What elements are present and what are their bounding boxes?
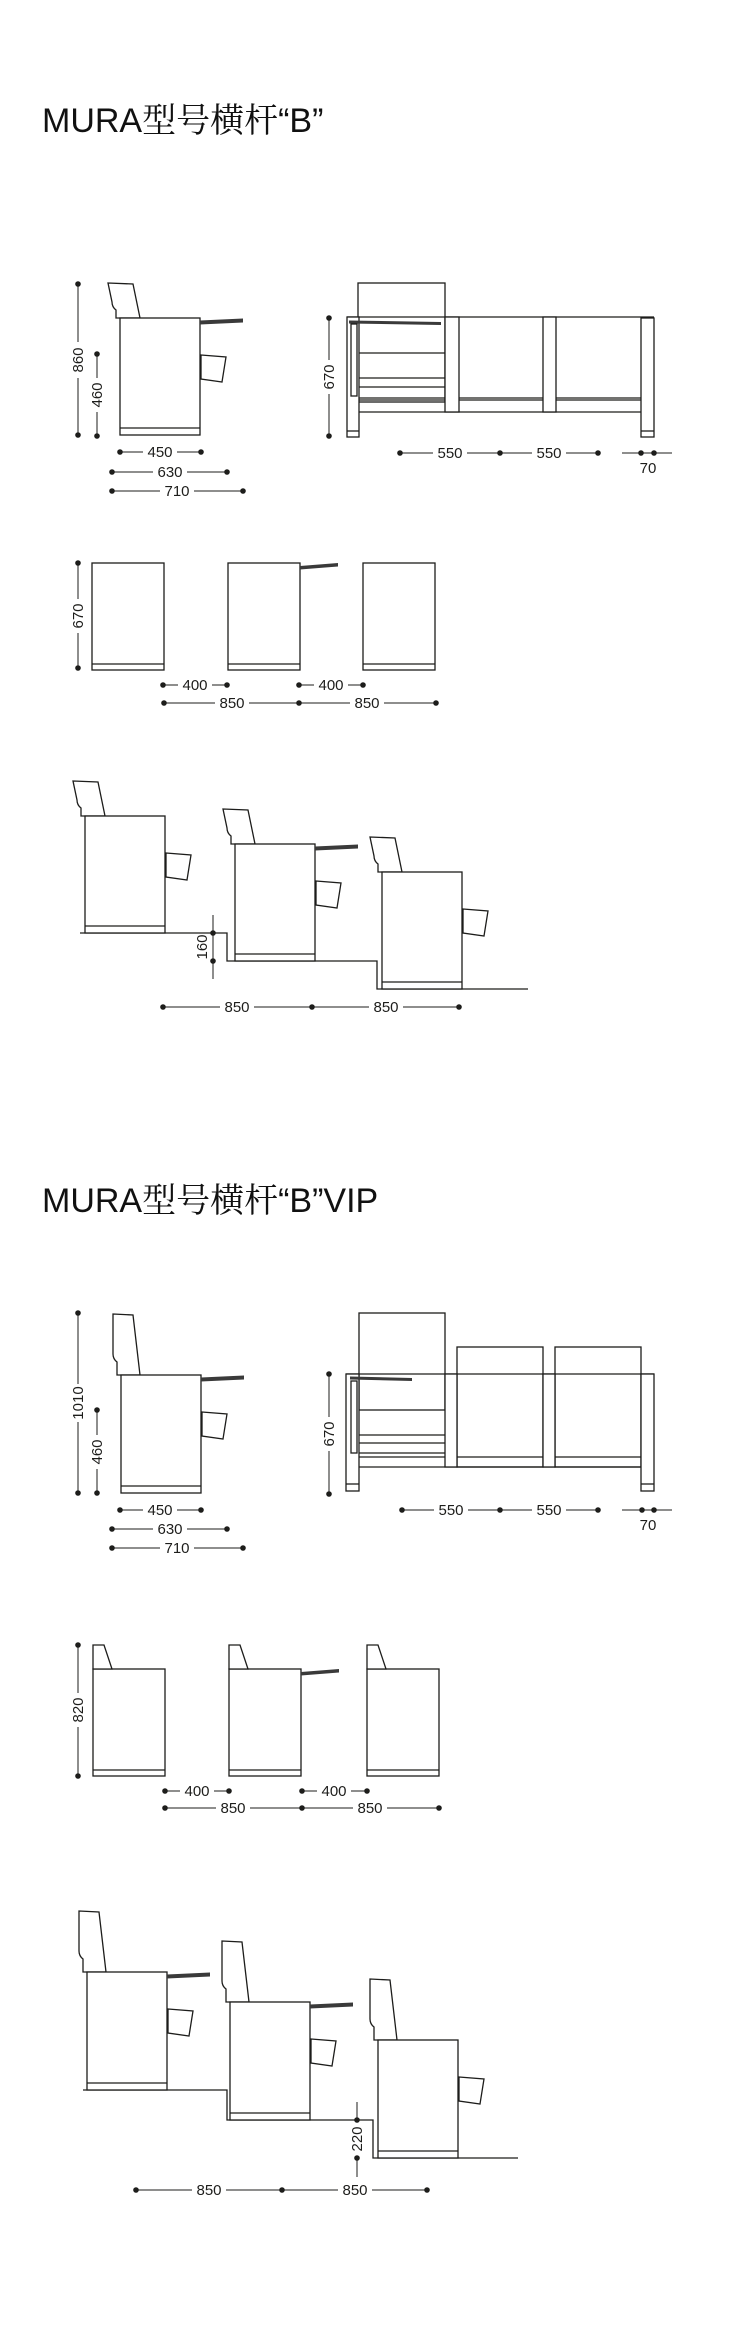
dim-label-pitch-1: 850 <box>224 999 250 1016</box>
dim-label-seat-width-2: 550 <box>536 1502 562 1519</box>
dim-seat-width-2 <box>500 1502 601 1519</box>
seat-back <box>555 1347 641 1467</box>
dim-label-gap-2: 400 <box>318 677 344 694</box>
step-view <box>79 1911 518 2199</box>
dim-riser <box>349 2102 366 2177</box>
front-view <box>321 283 672 477</box>
seat-side <box>370 837 488 989</box>
end-post-right <box>641 1374 654 1491</box>
row-view <box>70 1642 442 1817</box>
dim-height <box>70 560 87 671</box>
seat-back-raised <box>359 1313 445 1410</box>
dim-label-seat-width-2: 550 <box>536 445 562 462</box>
section-standard <box>42 102 672 1016</box>
dim-seat-width-1 <box>397 445 503 462</box>
dim-end-width <box>622 450 672 477</box>
dim-height <box>321 1371 338 1497</box>
dim-height <box>321 315 338 439</box>
folded-seat <box>93 1645 165 1776</box>
seat-side <box>370 1979 484 2158</box>
dim-label-total-depth: 710 <box>164 1540 190 1557</box>
dim-pitch-2 <box>282 2182 430 2199</box>
dim-total-height <box>70 1310 87 1496</box>
dim-total-depth <box>109 483 246 500</box>
folded-seat <box>367 1645 439 1776</box>
side-view <box>70 281 246 500</box>
dim-riser <box>194 915 216 979</box>
mid-post <box>445 317 459 412</box>
dim-label-end-width: 70 <box>639 460 657 477</box>
seat-side <box>113 1314 244 1493</box>
section-vip <box>42 1182 672 2199</box>
dim-label-depth-with-tablet: 630 <box>157 464 183 481</box>
side-view <box>70 1310 246 1557</box>
seat-side-with-tablet <box>79 1911 210 2090</box>
seat-back <box>457 1347 543 1467</box>
dim-label-total-depth: 710 <box>164 483 190 500</box>
mid-post <box>445 1374 457 1467</box>
tablet-support <box>351 324 357 396</box>
dim-gap-1 <box>162 1783 232 1800</box>
dim-label-pitch-2: 850 <box>354 695 380 712</box>
dim-label-gap-1: 400 <box>184 1783 210 1800</box>
dim-label-seat-depth: 450 <box>147 444 173 461</box>
dim-label-pitch-1: 850 <box>220 1800 246 1817</box>
dim-gap-1 <box>160 677 230 694</box>
dim-seat-width-1 <box>399 1502 503 1519</box>
dim-pitch-1 <box>133 2182 285 2199</box>
dim-label-height: 670 <box>70 603 87 629</box>
dim-gap-2 <box>299 1783 370 1800</box>
folded-seat-with-tablet <box>229 1645 339 1776</box>
folded-seat <box>92 563 164 670</box>
dim-label-pitch-1: 850 <box>196 2182 222 2199</box>
dim-seat-height <box>89 351 106 439</box>
dim-pitch-1 <box>162 1800 305 1817</box>
dim-label-pitch-1: 850 <box>219 695 245 712</box>
dim-height <box>70 1642 87 1779</box>
folded-seat-with-tablet <box>228 563 338 670</box>
section-title: MURA型号横杆“B”VIP <box>42 1182 379 1220</box>
dim-label-total-height: 860 <box>70 347 87 373</box>
section-title: MURA型号横杆“B” <box>42 102 324 140</box>
dim-label-seat-height: 460 <box>89 1439 106 1465</box>
dim-label-gap-2: 400 <box>321 1783 347 1800</box>
dim-seat-depth <box>117 444 204 461</box>
tablet-support <box>351 1381 357 1453</box>
dim-label-pitch-2: 850 <box>357 1800 383 1817</box>
dim-label-total-height: 1010 <box>70 1386 87 1420</box>
front-view <box>321 1313 672 1534</box>
dim-seat-depth <box>117 1502 204 1519</box>
dim-label-riser: 220 <box>349 2126 366 2152</box>
dim-label-height: 670 <box>321 1421 338 1447</box>
dim-label-riser: 160 <box>194 934 211 960</box>
dim-pitch-1 <box>160 999 315 1016</box>
dim-label-depth-with-tablet: 630 <box>157 1521 183 1538</box>
dim-total-depth <box>109 1540 246 1557</box>
mid-post <box>543 1374 555 1467</box>
end-post-right <box>641 318 654 437</box>
dim-label-end-width: 70 <box>639 1517 657 1534</box>
dim-label-height: 670 <box>321 364 338 390</box>
dim-gap-2 <box>296 677 366 694</box>
dim-seat-height <box>89 1407 106 1496</box>
dim-label-seat-width-1: 550 <box>438 1502 464 1519</box>
dim-label-seat-width-1: 550 <box>437 445 463 462</box>
dim-total-height <box>70 281 87 438</box>
step-view <box>73 781 528 1016</box>
dim-pitch-2 <box>302 1800 442 1817</box>
dim-depth-with-tablet <box>109 464 230 481</box>
dim-pitch-1 <box>161 695 302 712</box>
dim-label-pitch-2: 850 <box>373 999 399 1016</box>
seat-side <box>73 781 191 933</box>
seat-side-with-tablet <box>222 1941 353 2120</box>
folded-seat <box>363 563 435 670</box>
dim-pitch-2 <box>312 999 462 1016</box>
dim-label-pitch-2: 850 <box>342 2182 368 2199</box>
dim-pitch-2 <box>299 695 439 712</box>
mid-post <box>543 317 556 412</box>
seat-side-with-tablet <box>223 809 358 961</box>
seat-back-raised <box>358 283 445 402</box>
dim-label-seat-depth: 450 <box>147 1502 173 1519</box>
dim-seat-width-2 <box>500 445 601 462</box>
dim-label-seat-height: 460 <box>89 382 106 408</box>
dim-end-width <box>622 1507 672 1534</box>
dim-label-gap-1: 400 <box>182 677 208 694</box>
dim-depth-with-tablet <box>109 1521 230 1538</box>
seat-side <box>108 283 243 435</box>
row-view <box>70 560 439 712</box>
dim-label-height: 820 <box>70 1697 87 1723</box>
